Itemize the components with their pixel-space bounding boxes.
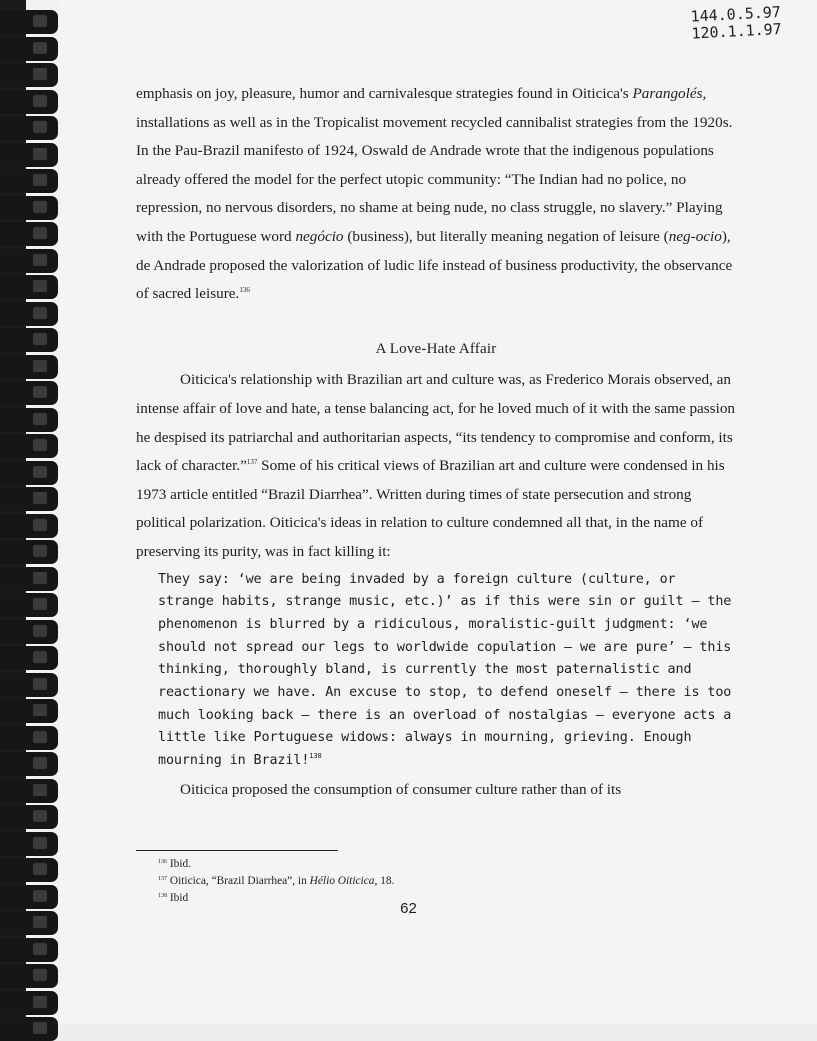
footnote-ref-138: 138 — [309, 752, 322, 761]
binding-coil — [0, 991, 58, 1015]
footnote-ref-137: 137 — [246, 458, 258, 467]
body-text — [136, 80, 736, 804]
block-quote-text: They say: ‘we are being invaded by a foreign culture (culture, or strange habits, strange music, etc.)’ as if this were sin or guilt — the phenomenon is blurred by a ridiculous, moralistic-guilt judgment: ‘we should not spread our legs to worldwide copulation — we are pure’ — this thinking, thoroughly bland, is currently the most paternalistic and reactionary we have. An excuse to stop, to defend oneself — there is too much looking back — there is an overload of nostalgias — everyone acts a little like Portuguese widows: always in mourning, grieving. Enough mourning in Brazil! — [158, 571, 732, 769]
paragraph-2-text-1: Oiticica's relationship with Brazilian art and culture was, as Frederico Morais observed, an intense affair of love and hate, a tense balancing act, for he loved much of it with the same passion he despised its patriarchal and authoritarian aspects, “its tendency to compromise and conform, its lack of character.” — [136, 371, 736, 475]
binding-coil — [0, 620, 58, 644]
paragraph-1 — [136, 80, 736, 309]
stamp-line-1: 144.0.5.97 — [690, 2, 782, 26]
binding-coil — [0, 222, 58, 246]
binding-coil — [0, 63, 58, 87]
binding-coil — [0, 699, 58, 723]
footnote-title: Hélio Oiticica, — [309, 875, 378, 887]
binding-coil — [0, 567, 58, 591]
binding-coil — [0, 964, 58, 988]
paragraph-1-text-1: emphasis on joy, pleasure, humor and carnivalesque strategies found in Oiticica's — [136, 85, 633, 102]
binding-coil — [0, 805, 58, 829]
binding-coil — [0, 275, 58, 299]
paragraph-2-text-2: Some of his critical views of Brazilian art and culture were condensed in his 1973 article entitled “Brazil Diarrhea”. Written during times of state persecution and strong political polarization. Oiticica's ideas in relation to culture condemned all that, in the name of preserving its purity, was in fact killing it: — [136, 457, 725, 560]
binding-coil — [0, 673, 58, 697]
binding-coil — [0, 646, 58, 670]
binding-coil — [0, 355, 58, 379]
binding-coil — [0, 858, 58, 882]
binding-coil — [0, 461, 58, 485]
binding-coil — [0, 1017, 58, 1041]
footnote-text: Ibid — [169, 892, 189, 904]
binding-coil — [0, 832, 58, 856]
handwritten-stamp — [690, 3, 792, 42]
footnote-text: Ibid. — [169, 858, 192, 870]
binding-coil — [0, 434, 58, 458]
footnote-136 — [158, 856, 394, 873]
binding-coil — [0, 169, 58, 193]
block-quote — [158, 569, 736, 773]
footnote-text-after: 18. — [377, 875, 395, 887]
paragraph-1-text-3: (business), but literally meaning negation of leisure ( — [343, 227, 669, 245]
binding-coil — [0, 381, 58, 405]
footnote-number: 136 — [158, 859, 167, 865]
binding-coil — [0, 249, 58, 273]
paragraph-1-text-4: ), de Andrade proposed the valorization of ludic life instead of business productivity, the observance of sacred leisure. — [136, 227, 733, 303]
paragraph-2 — [136, 366, 736, 566]
binding-coil — [0, 726, 58, 750]
binding-coil — [0, 938, 58, 962]
section-heading: A Love-Hate Affair — [375, 340, 497, 357]
footnote-137 — [158, 873, 394, 890]
footnote-ref-136: 136 — [239, 286, 250, 295]
binding-coil — [0, 328, 58, 352]
footnote-number: 137 — [158, 876, 167, 882]
binding-coil — [0, 487, 58, 511]
binding-coil — [0, 540, 58, 564]
binding-coil — [0, 593, 58, 617]
binding-coil — [0, 37, 58, 61]
footnote-divider — [136, 850, 338, 851]
binding-coil — [0, 779, 58, 803]
binding-coil — [0, 302, 58, 326]
paragraph-1-text-2: installations as well as in the Tropicalist movement recycled cannibalist strategies from the 1920s. In the Pau-Brazil manifesto of 1924, Oswald de Andrade wrote that the indigenous populations already offered the model for the perfect utopic community: “The Indian had no police, no repression, no nervous disorders, no shame at being nude, no class struggle, no slavery.” Playing with the Portuguese word — [136, 113, 733, 245]
page-number: 62 — [400, 900, 417, 917]
paragraph-1-emphasis-2: negócio — [295, 227, 344, 245]
footnote-text: Oiticica, “Brazil Diarrhea”, in — [169, 875, 310, 887]
paragraph-1-emphasis-1: Parangolés, — [632, 85, 707, 102]
binding-coil — [0, 752, 58, 776]
footnote-number: 138 — [158, 893, 167, 899]
spiral-binding — [0, 0, 60, 1024]
paragraph-1-emphasis-3: neg-ocio — [668, 227, 722, 245]
binding-coil — [0, 196, 58, 220]
binding-coil — [0, 10, 58, 34]
paragraph-3: Oiticica proposed the consumption of consumer culture rather than of its — [180, 780, 622, 798]
binding-coil — [0, 143, 58, 167]
binding-coil — [0, 116, 58, 140]
stamp-line-2: 120.1.1.97 — [691, 19, 783, 43]
binding-coil — [0, 90, 58, 114]
binding-coil — [0, 514, 58, 538]
binding-coil — [0, 408, 58, 432]
